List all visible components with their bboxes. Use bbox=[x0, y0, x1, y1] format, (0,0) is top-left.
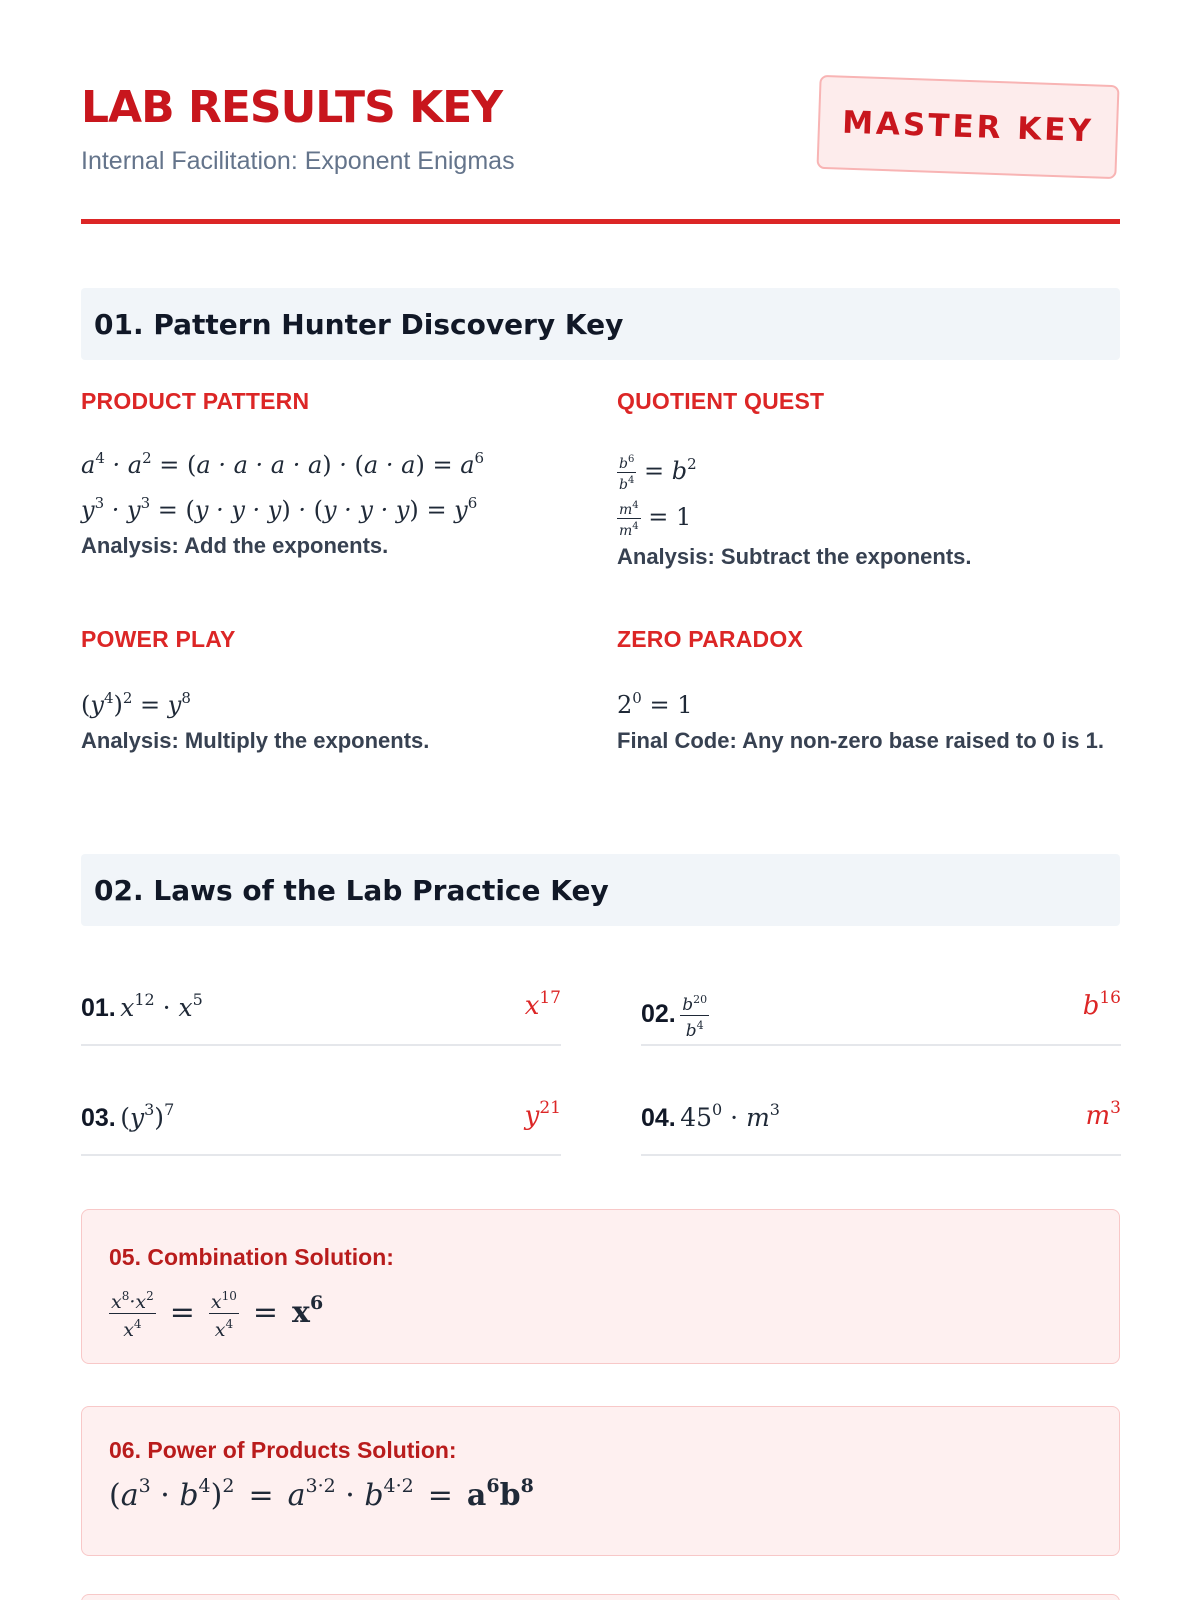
problem-expression: $45^0 \cdot m^3$ bbox=[680, 1100, 780, 1132]
problem-expression: $x^{12} \cdot x^5$ bbox=[120, 990, 203, 1022]
card-power-play bbox=[81, 626, 571, 757]
section-2-heading bbox=[81, 854, 1120, 926]
card-zero-paradox bbox=[617, 626, 1120, 757]
math-line: $2^0 = 1$ bbox=[617, 689, 693, 719]
problem-number: 04. bbox=[641, 1104, 676, 1132]
practice-problem-01 bbox=[81, 980, 561, 1046]
problem-answer: $x^{17}$ bbox=[524, 988, 561, 1021]
card-quotient-quest bbox=[617, 388, 1107, 573]
math-line: $a^4 \cdot a^2 = (a \cdot a \cdot a \cdot a) \cdot (a \cdot a) = a^6$ bbox=[81, 449, 485, 479]
section-1-heading bbox=[81, 288, 1120, 360]
solution-math: $(a^3 \cdot b^4)^2 = a^{3\cdot 2} \cdot b^{4\cdot 2} = a^6b^8$ bbox=[109, 1475, 534, 1513]
problem-answer: $y^{21}$ bbox=[524, 1098, 561, 1131]
problem-number: 02. bbox=[641, 1000, 676, 1028]
section-1-title: 01. Pattern Hunter Discovery Key bbox=[94, 307, 624, 341]
answer-key-page bbox=[81, 0, 1121, 1513]
problem-answer: $b^{16}$ bbox=[1082, 988, 1121, 1021]
master-key-stamp bbox=[816, 75, 1119, 179]
page-header bbox=[81, 0, 1120, 228]
card-label: QUOTIENT QUEST bbox=[617, 388, 825, 414]
problem-expression: $\frac{b^{20}}{b^4}$ bbox=[680, 999, 709, 1028]
analysis-text: Analysis: Multiply the exponents. bbox=[81, 728, 430, 753]
analysis-text: Analysis: Add the exponents. bbox=[81, 533, 389, 558]
solution-label: 05. Combination Solution: bbox=[109, 1244, 394, 1270]
math-line: $(y^4)^2 = y^8$ bbox=[81, 689, 191, 719]
math-line: $\frac{m^4}{m^4}$ = 1 bbox=[619, 500, 692, 539]
practice-problem-04 bbox=[641, 1090, 1121, 1156]
page-subtitle: Internal Facilitation: Exponent Enigmas bbox=[81, 147, 515, 175]
practice-problem-02 bbox=[641, 980, 1121, 1046]
section-2-title: 02. Laws of the Lab Practice Key bbox=[94, 873, 609, 907]
power-of-products-solution-box bbox=[81, 1406, 1120, 1556]
practice-problem-03 bbox=[81, 1090, 561, 1156]
math-line: $y^3 \cdot y^3 = (y \cdot y \cdot y) \cdot (y \cdot y \cdot y) = y^6$ bbox=[81, 494, 478, 524]
problem-expression: $(y^3)^7$ bbox=[120, 1100, 175, 1132]
analysis-text: Final Code: Any non-zero base raised to 0 is 1. bbox=[617, 728, 1104, 753]
combination-solution-box bbox=[81, 1209, 1120, 1364]
card-label: PRODUCT PATTERN bbox=[81, 388, 310, 414]
math-line: $\frac{b^6}{b^4}$ = $b^2$ bbox=[619, 454, 697, 493]
solution-math: $\frac{x^8\cdot x^2}{x^4}$ = $\frac{x^{10}}{x^4}$ = $x^6$ bbox=[109, 1286, 323, 1341]
problem-number: 01. bbox=[81, 994, 116, 1022]
page-title: LAB RESULTS KEY bbox=[81, 82, 503, 133]
problem-answer: $m^3$ bbox=[1085, 1098, 1121, 1131]
analysis-text: Analysis: Subtract the exponents. bbox=[617, 544, 972, 569]
header-divider bbox=[81, 219, 1120, 224]
solution-label: 06. Power of Products Solution: bbox=[109, 1437, 457, 1463]
next-solution-box bbox=[81, 1594, 1120, 1600]
stamp-label: MASTER KEY bbox=[841, 104, 1095, 150]
problem-number: 03. bbox=[81, 1104, 116, 1132]
card-label: POWER PLAY bbox=[81, 626, 236, 652]
card-product-pattern bbox=[81, 388, 571, 562]
card-label: ZERO PARADOX bbox=[617, 626, 803, 652]
